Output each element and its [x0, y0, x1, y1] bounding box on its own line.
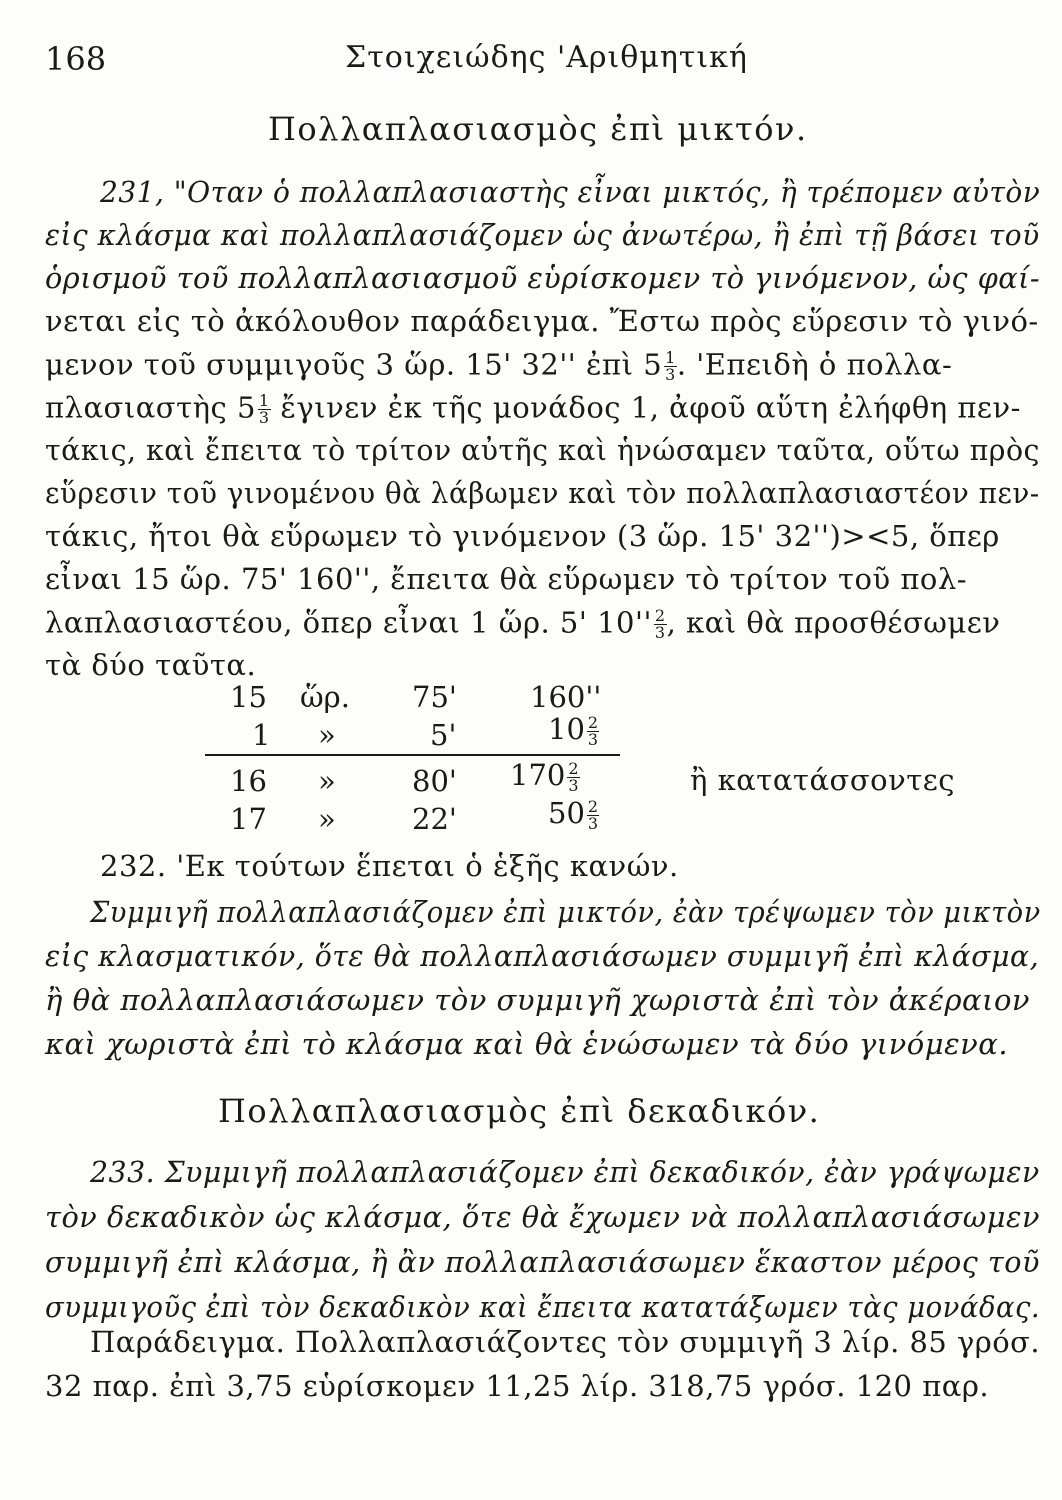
fraction-two-thirds — [654, 608, 667, 641]
section-title-mixed: Πολλαπλασιασμὸς ἐπὶ μικτόν. — [268, 110, 808, 148]
text-line-head: λαπλασιαστέου, ὅπερ εἶναι 1 ὥρ. 5' 10'' — [45, 605, 652, 640]
fraction-denominator: 3 — [258, 408, 270, 427]
text-line: ἢ θὰ πολλαπλασιάσωμεν τὸν συμμιγῆ χωριστὰ ἐπὶ τὸν ἀκέραιον — [45, 983, 1031, 1017]
fraction-one-third — [664, 350, 677, 383]
rule-heading: 232. 'Εκ τούτων ἕπεται ὁ ἑξῆς κανών. — [100, 849, 679, 883]
text-line-tail: . 'Επειδὴ ὁ πολλα- — [676, 347, 953, 382]
text-line — [45, 347, 953, 384]
calc-minutes: 22' — [412, 802, 457, 836]
fraction-denominator: 3 — [587, 729, 599, 749]
calc-seconds-int: 170 — [510, 758, 566, 792]
calc-seconds: 160'' — [530, 680, 602, 714]
sum-rule — [205, 754, 620, 756]
calc-minutes: 80' — [412, 764, 457, 798]
fraction-denominator: 3 — [654, 623, 666, 642]
fraction-denominator: 3 — [568, 775, 579, 795]
fraction-numerator: 1 — [665, 348, 676, 367]
text-line-tail: , καὶ θὰ προσθέσωμεν — [666, 605, 1001, 640]
calc-minutes: 75' — [412, 680, 457, 714]
example-line: 32 παρ. ἐπὶ 3,75 εὑρίσκομεν 11,25 λίρ. 318,75 γρόσ. 120 παρ. — [45, 1369, 990, 1403]
fraction-numerator: 1 — [258, 391, 270, 410]
calc-seconds-int: 10 — [548, 712, 585, 746]
text-line: Συμμιγῆ πολλαπλασιάζομεν ἐπὶ μικτόν, ἐὰν τρέψωμεν τὸν μικτὸν — [90, 895, 1041, 929]
calc-hours: 17 — [230, 802, 267, 836]
page-number: 168 — [45, 40, 107, 78]
text-line — [45, 605, 1001, 642]
text-line: 233. Συμμιγῆ πολλαπλασιάζομεν ἐπὶ δεκαδικόν, ἐὰν γράψωμεν — [90, 1155, 1040, 1189]
text-line: καὶ χωριστὰ ἐπὶ τὸ κλάσμα καὶ θὰ ἑνώσωμεν τὰ δύο γινόμενα. — [45, 1027, 1009, 1061]
calc-seconds-int: 50 — [548, 796, 585, 830]
calc-seconds — [548, 796, 599, 832]
text-line-head: μενον τοῦ συμμιγοῦς 3 ὥρ. 15' 32'' ἐπὶ 5 — [45, 347, 663, 382]
text-line: εἰς κλασματικόν, ὅτε θὰ πολλαπλασιάσωμεν συμμιγῆ ἐπὶ κλάσμα, — [45, 939, 1040, 973]
fraction-numerator: 2 — [587, 796, 599, 816]
calc-minutes: 5' — [430, 718, 457, 752]
calc-unit: ὥρ. — [300, 680, 350, 714]
text-line: συμμιγοῦς ἐπὶ τὸν δεκαδικὸν καὶ ἔπειτα κατατάξωμεν τὰς μονάδας. — [45, 1290, 1041, 1324]
text-line: εἰς κλάσμα καὶ πολλαπλασιάζομεν ὡς ἀνωτέρω, ἢ ἐπὶ τῇ βάσει τοῦ — [45, 218, 1040, 252]
text-line: νεται εἰς τὸ ἀκόλουθον παράδειγμα. Ἔστω πρὸς εὕρεσιν τὸ γινό- — [45, 304, 1039, 338]
fraction-numerator: 2 — [587, 712, 599, 732]
fraction-two-thirds — [587, 796, 599, 833]
text-line: εὕρεσιν τοῦ γινομένου θὰ λάβωμεν καὶ τὸν πολλαπλασιαστέον πεν- — [45, 476, 1040, 510]
fraction-numerator: 2 — [568, 758, 579, 778]
calc-unit: » — [318, 718, 336, 752]
running-title: Στοιχειώδης 'Αριθμητική — [345, 40, 748, 75]
calc-note: ἢ κατατάσσοντες — [690, 763, 956, 797]
text-line: τάκις, ἤτοι θὰ εὕρωμεν τὸ γινόμενον (3 ὥρ. 15' 32'')><5, ὅπερ — [45, 519, 1000, 553]
fraction-two-thirds — [567, 758, 579, 795]
calc-hours: 16 — [230, 764, 267, 798]
fraction-two-thirds — [587, 712, 599, 749]
calc-hours: 15 — [230, 680, 267, 714]
text-line: τὰ δύο ταῦτα. — [45, 648, 257, 682]
text-line-tail: ἔγινεν ἐκ τῆς μονάδος 1, ἀφοῦ αὕτη ἐλήφθη πεν- — [280, 390, 1021, 425]
text-line: συμμιγῆ ἐπὶ κλάσμα, ἢ ἂν πολλαπλασιάσωμεν ἕκαστον μέρος τοῦ — [45, 1245, 1040, 1279]
calc-seconds — [510, 758, 580, 794]
section-title-decimal: Πολλαπλασιασμὸς ἐπὶ δεκαδικόν. — [218, 1092, 821, 1130]
text-line: τὸν δεκαδικὸν ὡς κλάσμα, ὅτε θὰ ἔχωμεν νὰ πολλαπλασιάσωμεν — [45, 1200, 1041, 1234]
calc-unit: » — [318, 802, 336, 836]
text-line: ὁρισμοῦ τοῦ πολλαπλασιασμοῦ εὑρίσκομεν τὸ γινόμενον, ὡς φαί- — [45, 261, 1041, 295]
text-line-head: πλασιαστὴς 5 — [45, 390, 256, 425]
fraction-denominator: 3 — [587, 813, 599, 833]
calc-unit: » — [318, 764, 336, 798]
example-line: Παράδειγμα. Πολλαπλασιάζοντες τὸν συμμιγῆ 3 λίρ. 85 γρόσ. — [90, 1325, 1041, 1359]
calc-seconds — [548, 712, 599, 748]
fraction-denominator: 3 — [665, 365, 676, 384]
text-line: εἶναι 15 ὥρ. 75' 160'', ἔπειτα θὰ εὕρωμεν τὸ τρίτον τοῦ πολ- — [45, 562, 968, 596]
text-line: 231, "Οταν ὁ πολλαπλασιαστὴς εἶναι μικτός, ἢ τρέπομεν αὐτὸν — [100, 175, 1041, 209]
text-line — [45, 390, 1021, 427]
text-line: τάκις, καὶ ἔπειτα τὸ τρίτον αὐτῆς καὶ ἡνώσαμεν ταῦτα, οὕτω πρὸς — [45, 433, 1040, 467]
fraction-one-third — [258, 393, 271, 426]
calc-hours: 1 — [252, 718, 271, 752]
fraction-numerator: 2 — [654, 606, 666, 625]
